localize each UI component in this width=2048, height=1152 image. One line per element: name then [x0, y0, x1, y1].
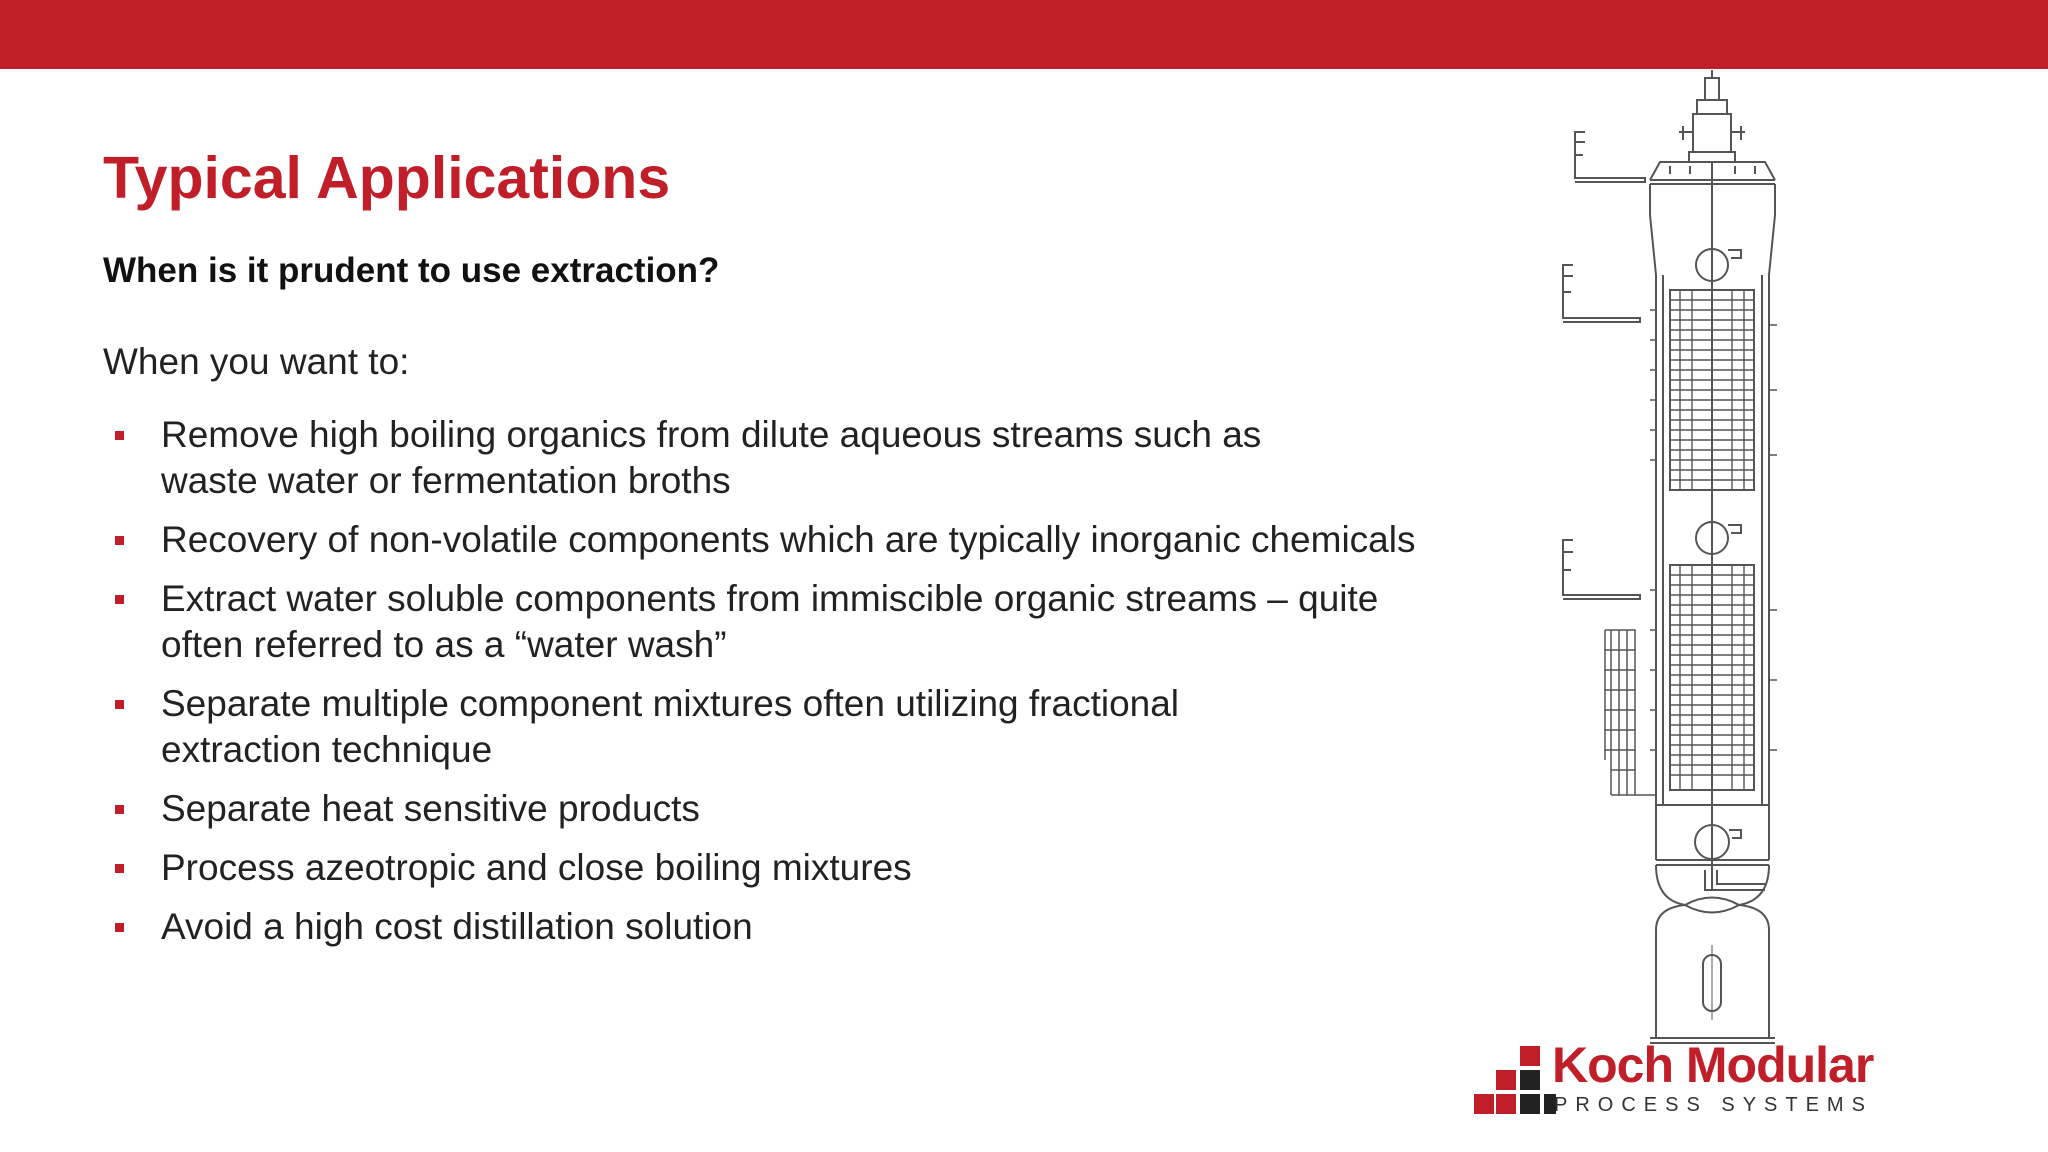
bullet-item [103, 904, 1503, 950]
bullet-text: Process azeotropic and close boiling mixtures [161, 847, 912, 888]
bullet-item [103, 681, 1503, 773]
company-logo [1474, 1037, 1894, 1120]
bullet-text: Recovery of non-volatile components which are typically inorganic chemicals [161, 519, 1416, 560]
bullet-marker-icon [115, 923, 124, 932]
slide-subtitle: When is it prudent to use extraction? [103, 251, 720, 290]
intro-text: When you want to: [103, 341, 410, 382]
bullet-marker-icon [115, 864, 124, 873]
bullet-marker-icon [115, 431, 124, 440]
slide-title: Typical Applications [103, 145, 671, 211]
extraction-column-drawing-icon [1555, 70, 1805, 1045]
bullet-text: Extract water soluble components from immiscible organic streams – quite [161, 578, 1379, 619]
bullet-marker-icon [115, 805, 124, 814]
bullet-text: Remove high boiling organics from dilute aqueous streams such as [161, 414, 1262, 455]
bullet-item [103, 576, 1503, 668]
bullet-text: Avoid a high cost distillation solution [161, 906, 753, 947]
bullet-text: Separate heat sensitive products [161, 788, 700, 829]
header-bar [0, 0, 2048, 69]
bullet-item [103, 845, 1503, 891]
bullet-list [103, 412, 1503, 963]
bullet-text: extraction technique [161, 729, 493, 770]
bullet-text: waste water or fermentation broths [161, 460, 731, 501]
bullet-item [103, 412, 1503, 504]
bullet-text: often referred to as a “water wash” [161, 624, 727, 665]
bullet-marker-icon [115, 700, 124, 709]
logo-brand-name: Koch Modular [1552, 1037, 1874, 1093]
bullet-marker-icon [115, 595, 124, 604]
logo-squares-icon [1474, 1046, 1556, 1120]
bullet-text: Separate multiple component mixtures often utilizing fractional [161, 683, 1180, 724]
logo-tagline: PROCESS SYSTEMS [1554, 1094, 1873, 1116]
bullet-item [103, 786, 1503, 832]
bullet-marker-icon [115, 536, 124, 545]
bullet-item [103, 517, 1503, 563]
